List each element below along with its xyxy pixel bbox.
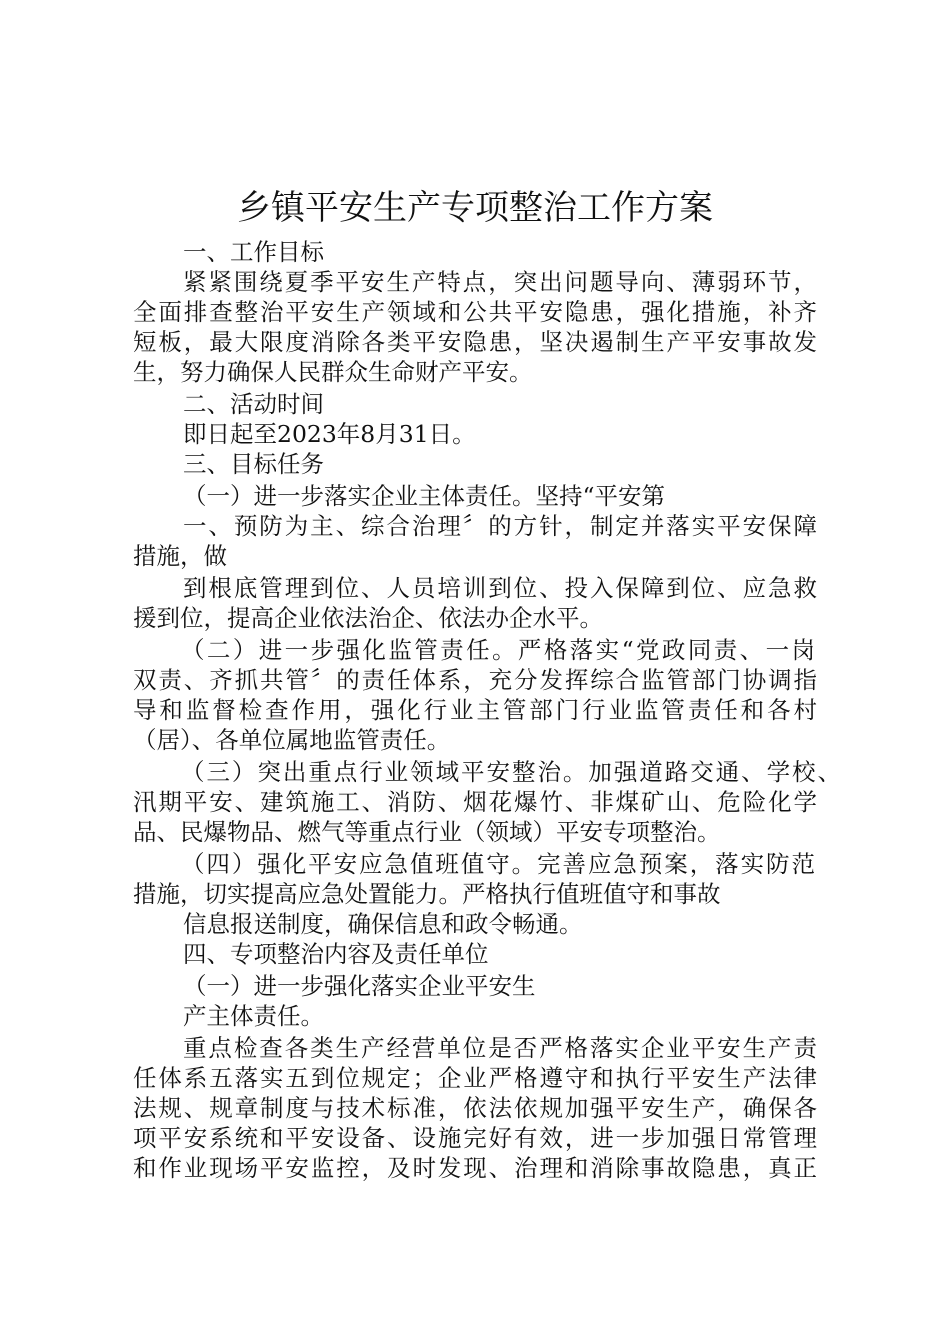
paragraph-line: 和作业现场平安监控，及时发现、治理和消除事故隐患，真正 (133, 1154, 817, 1182)
paragraph-line: 即日起至2023年8月31日。 (183, 420, 476, 448)
paragraph-line: 紧紧围绕夏季平安生产特点，突出问题导向、薄弱环节， (183, 268, 817, 296)
document-title: 乡镇平安生产专项整治工作方案 (237, 188, 713, 228)
paragraph-line: 援到位，提高企业依法治企、依法办企水平。 (133, 604, 603, 632)
paragraph-line: （四）强化平安应急值班值守。完善应急预案，落实防范 (181, 850, 815, 878)
paragraph-line: 产主体责任。 (183, 1002, 324, 1030)
paragraph-line: 品、民爆物品、燃气等重点行业（领域）平安专项整治。 (133, 818, 721, 846)
heading-target-tasks: 三、目标任务 (183, 450, 324, 478)
paragraph-line: （居）、各单位属地监管责任。 (133, 726, 451, 754)
paragraph-line: （一）进一步落实企业主体责任。坚持“平安第 (183, 482, 666, 510)
paragraph-line: 措施，切实提高应急处置能力。严格执行值班值守和事故 (133, 880, 721, 908)
paragraph-line: 导和监督检查作用，强化行业主管部门行业监管责任和各村 (133, 696, 817, 724)
paragraph-line: 全面排查整治平安生产领域和公共平安隐患，强化措施，补齐 (133, 298, 817, 326)
paragraph-line: 法规、规章制度与技术标准，依法依规加强平安生产，确保各 (133, 1094, 817, 1122)
paragraph-line: 项平安系统和平安设备、设施完好有效，进一步加强日常管理 (133, 1124, 817, 1152)
paragraph-line: 到根底管理到位、人员培训到位、投入保障到位、应急救 (183, 574, 817, 602)
paragraph-line: 双责、齐抓共管〞的责任体系，充分发挥综合监管部门协调指 (133, 666, 817, 694)
heading-special-rectification: 四、专项整治内容及责任单位 (183, 940, 489, 968)
paragraph-line: 一、预防为主、综合治理〞的方针，制定并落实平安保障 (183, 512, 817, 540)
paragraph-line: （一）进一步强化落实企业平安生 (183, 972, 536, 1000)
paragraph-line: 重点检查各类生产经营单位是否严格落实企业平安生产责 (183, 1034, 817, 1062)
paragraph-line: 信息报送制度，确保信息和政令畅通。 (183, 910, 583, 938)
paragraph-line: 短板，最大限度消除各类平安隐患，坚决遏制生产平安事故发 (133, 328, 817, 356)
paragraph-line: （二）进一步强化监管责任。严格落实“党政同责、一岗 (181, 636, 815, 664)
heading-activity-time: 二、活动时间 (183, 390, 324, 418)
paragraph-line: 措施，做 (133, 542, 227, 570)
heading-work-goal: 一、工作目标 (183, 238, 324, 266)
paragraph-line: （三）突出重点行业领域平安整治。加强道路交通、学校、 (181, 758, 841, 786)
paragraph-line: 任体系五落实五到位规定；企业严格遵守和执行平安生产法律 (133, 1064, 817, 1092)
paragraph-line: 汛期平安、建筑施工、消防、烟花爆竹、非煤矿山、危险化学 (133, 788, 817, 816)
paragraph-line: 生，努力确保人民群众生命财产平安。 (133, 358, 533, 386)
